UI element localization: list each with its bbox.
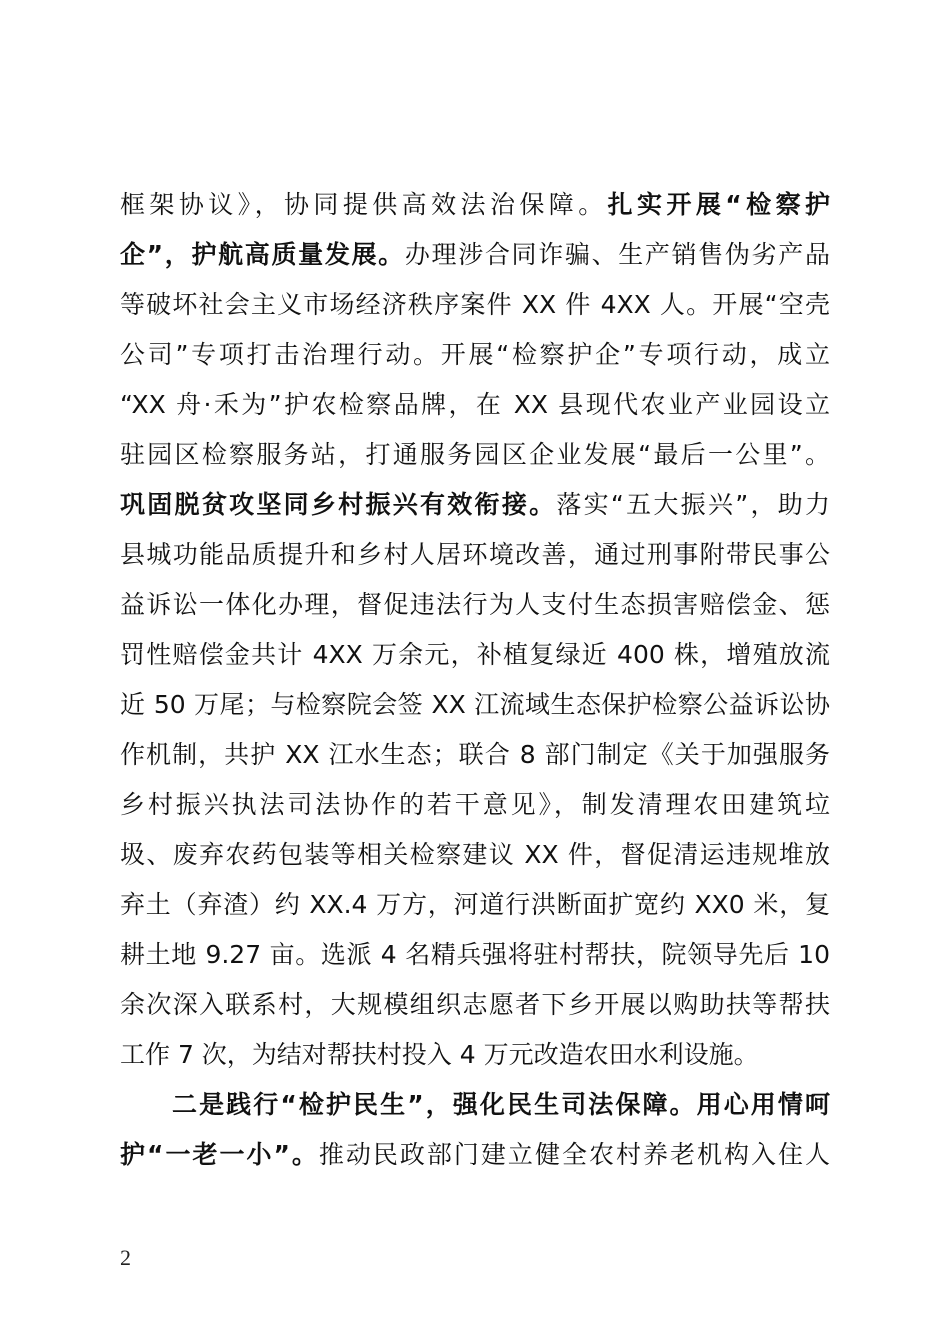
text-line — [120, 630, 830, 680]
bold-text: 企”，护航高质量发展。 — [120, 240, 405, 269]
text-line — [120, 230, 830, 280]
text-run: 等破坏社会主义市场经济秩序案件 XX 件 4XX 人。开展“空壳 — [120, 290, 830, 319]
text-run: 近 50 万尾；与检察院会签 XX 江流域生态保护检察公益诉讼协 — [120, 690, 830, 719]
text-line — [120, 380, 830, 430]
text-line — [120, 280, 830, 330]
text-line — [120, 780, 830, 830]
text-run: 耕土地 9.27 亩。选派 4 名精兵强将驻村帮扶，院领导先后 10 — [120, 940, 830, 969]
text-line — [120, 1080, 830, 1130]
bold-text: 二是践行“检护民生”，强化民生司法保障。用心用情呵 — [172, 1090, 830, 1119]
text-run: 公司”专项打击治理行动。开展“检察护企”专项行动，成立 — [120, 340, 830, 369]
text-line — [120, 1030, 830, 1080]
text-run: 工作 7 次，为结对帮扶村投入 4 万元改造农田水利设施。 — [120, 1040, 759, 1069]
text-run: 驻园区检察服务站，打通服务园区企业发展“最后一公里”。 — [120, 440, 830, 469]
bold-text: 护“一老一小”。 — [120, 1140, 319, 1169]
text-line — [120, 580, 830, 630]
text-line — [120, 1130, 830, 1180]
text-line — [120, 930, 830, 980]
text-run: 乡村振兴执法司法协作的若干意见》，制发清理农田建筑垃 — [120, 790, 830, 819]
bold-text: 巩固脱贫攻坚同乡村振兴有效衔接。 — [120, 490, 557, 519]
text-line — [120, 430, 830, 480]
text-run: 罚性赔偿金共计 4XX 万余元，补植复绿近 400 株，增殖放流 — [120, 640, 830, 669]
text-line — [120, 330, 830, 380]
text-line — [120, 830, 830, 880]
text-run: 余次深入联系村，大规模组织志愿者下乡开展以购助扶等帮扶 — [120, 990, 830, 1019]
text-run: 作机制，共护 XX 江水生态；联合 8 部门制定《关于加强服务 — [120, 740, 830, 769]
text-run: 落实“五大振兴”，助力 — [556, 490, 830, 519]
text-line — [120, 980, 830, 1030]
body-text — [120, 180, 830, 1180]
text-run: 框架协议》，协同提供高效法治保障。 — [120, 190, 608, 219]
text-run: 办理涉合同诈骗、生产销售伪劣产品 — [404, 240, 830, 269]
bold-text: 扎实开展“检察护 — [607, 190, 830, 219]
text-line — [120, 880, 830, 930]
text-run: 推动民政部门建立健全农村养老机构入住人 — [318, 1140, 830, 1169]
text-run: “XX 舟·禾为”护农检察品牌，在 XX 县现代农业产业园设立 — [120, 390, 830, 419]
text-line — [120, 180, 830, 230]
text-run: 益诉讼一体化办理，督促违法行为人支付生态损害赔偿金、惩 — [120, 590, 830, 619]
text-run: 圾、废弃农药包装等相关检察建议 XX 件，督促清运违规堆放 — [120, 840, 830, 869]
text-line — [120, 480, 830, 530]
text-line — [120, 730, 830, 780]
text-run: 弃土（弃渣）约 XX.4 万方，河道行洪断面扩宽约 XX0 米，复 — [120, 890, 830, 919]
text-line — [120, 680, 830, 730]
page-number: 2 — [120, 1245, 131, 1270]
text-line — [120, 530, 830, 580]
text-run: 县城功能品质提升和乡村人居环境改善，通过刑事附带民事公 — [120, 540, 830, 569]
